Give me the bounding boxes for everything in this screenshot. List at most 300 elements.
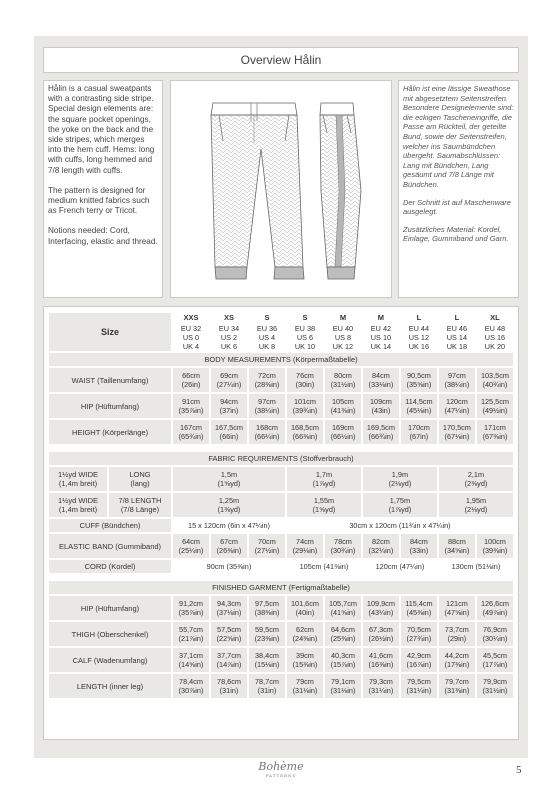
cell-line: (30in) bbox=[295, 380, 315, 389]
cell-line: 1,95m bbox=[465, 496, 487, 505]
cell-line: UK 18 bbox=[446, 342, 468, 351]
cell-line: EU 32 bbox=[180, 324, 202, 333]
cell-line: (22⅝in) bbox=[216, 634, 242, 643]
cell-line: (17⅞in) bbox=[482, 660, 508, 669]
cell-line: US 8 bbox=[334, 333, 352, 342]
measurement-cell bbox=[325, 394, 361, 418]
measurement-cell bbox=[287, 596, 323, 620]
cell-line: US 16 bbox=[484, 333, 506, 342]
measurement-cell bbox=[249, 368, 285, 392]
cell-line: (38¼in) bbox=[254, 406, 280, 415]
cell-line: (35⅞in) bbox=[178, 406, 204, 415]
cell-line: (37⅛in) bbox=[216, 608, 242, 617]
spacer bbox=[49, 446, 513, 450]
elastic-value bbox=[211, 534, 247, 558]
cell-line: 170cm bbox=[407, 423, 430, 432]
cell-line: (49⅞in) bbox=[482, 608, 508, 617]
measurement-row bbox=[49, 622, 513, 646]
cell-line: 76cm bbox=[296, 371, 314, 380]
cell-line: 1,9m bbox=[391, 470, 409, 479]
size-codes bbox=[477, 324, 513, 351]
cell-line: 1,5m bbox=[220, 470, 238, 479]
cell-line: 67cm bbox=[220, 537, 238, 546]
cell-line: US 6 bbox=[296, 333, 314, 342]
cell-line: (30⅞in) bbox=[178, 686, 204, 695]
size-codes bbox=[439, 324, 475, 351]
measurement-cell bbox=[211, 596, 247, 620]
cell-line: 94cm bbox=[220, 397, 238, 406]
cell-line: 72cm bbox=[258, 371, 276, 380]
cell-line: (25¼in) bbox=[178, 546, 204, 555]
cord-value: 90cm (35⅜in) bbox=[173, 560, 285, 573]
cell-line: (29⅛in) bbox=[292, 546, 318, 555]
garment-illustration bbox=[170, 80, 392, 298]
elastic-label: ELASTIC BAND (Gummiband) bbox=[49, 534, 171, 558]
description-en-paragraph: The pattern is designed for medium knitted fabrics such as French terry or Tricot. bbox=[48, 185, 150, 216]
measurement-cell bbox=[173, 394, 209, 418]
cell-line: 64cm bbox=[182, 537, 200, 546]
cell-line: (47¼in) bbox=[444, 406, 470, 415]
measurement-cell bbox=[211, 368, 247, 392]
cell-line: (25⅜in) bbox=[330, 634, 356, 643]
cell-line: 66cm bbox=[182, 371, 200, 380]
cell-line: EU 42 bbox=[370, 324, 392, 333]
elastic-value bbox=[401, 534, 437, 558]
cell-line: (38¼in) bbox=[444, 380, 470, 389]
cell-line: (30¼in) bbox=[482, 634, 508, 643]
measurement-cell bbox=[477, 674, 513, 698]
cell-line: 80cm bbox=[334, 371, 352, 380]
cell-line: 7/8 LENGTH bbox=[118, 496, 162, 505]
cell-line: (33⅛in) bbox=[368, 380, 394, 389]
description-de-paragraph: Hålin ist eine lässige Sweathose mit abgesetztem Seitenstreifen. Besondere Designelemente sind: die eckigen Tascheneingriffe, die Passe am Rückteil, der geteilte Bund, sowie der Seitenstreifen, welcher ins Saumbündchen übergeht. Saumabschlüssen: Lang mit Bündchen, Lang gesäumt und 7/8 Länge mit Bündchen. bbox=[403, 84, 514, 189]
cell-line: (38⅜in) bbox=[254, 608, 280, 617]
size-name: L bbox=[401, 313, 437, 322]
cell-line: EU 36 bbox=[256, 324, 278, 333]
cell-line: (41⅝in) bbox=[330, 608, 356, 617]
measurement-cell bbox=[325, 674, 361, 698]
cell-line: 167,5cm bbox=[214, 423, 243, 432]
fabric-value bbox=[287, 493, 361, 517]
cell-line: 114,5cm bbox=[405, 397, 433, 406]
size-codes bbox=[363, 324, 399, 351]
cell-line: 55,7cm bbox=[179, 625, 203, 634]
cell-line: 91,2cm bbox=[179, 599, 203, 608]
fabric-value bbox=[363, 467, 437, 491]
measurement-cell bbox=[401, 622, 437, 646]
cell-line: 105cm bbox=[331, 397, 354, 406]
cell-line: (16⅞in) bbox=[406, 660, 432, 669]
measurement-cell bbox=[173, 368, 209, 392]
cell-line: 169,5cm bbox=[366, 423, 395, 432]
cell-line: EU 34 bbox=[218, 324, 240, 333]
cell-line: 2,1m bbox=[467, 470, 485, 479]
cell-line: 45,5cm bbox=[482, 651, 507, 660]
section-title: BODY MEASUREMENTS (Körpermaßtabelle) bbox=[49, 353, 513, 366]
size-table bbox=[47, 311, 515, 700]
description-de-paragraph: Zusätzliches Material: Kordel, Einlage, Gummiband und Garn. bbox=[403, 224, 509, 244]
cell-line: 78cm bbox=[334, 537, 352, 546]
cell-line: UK 10 bbox=[294, 342, 316, 351]
cell-line: 97,5cm bbox=[255, 599, 279, 608]
cell-line: (2⅛yd) bbox=[464, 505, 488, 514]
cell-line: 1½yd WIDE bbox=[57, 470, 98, 479]
measurement-cell bbox=[173, 674, 209, 698]
measurement-cell bbox=[439, 394, 475, 418]
measurement-cell bbox=[173, 596, 209, 620]
cell-line: (24⅜in) bbox=[292, 634, 318, 643]
cell-line: 79,1cm bbox=[330, 677, 355, 686]
cell-line: UK 20 bbox=[484, 342, 506, 351]
cell-line: 115,4cm bbox=[405, 599, 433, 608]
cell-line: (31½in) bbox=[482, 686, 508, 695]
measurement-cell bbox=[477, 420, 513, 444]
measurement-cell bbox=[363, 368, 399, 392]
cell-line: (49½in) bbox=[482, 406, 508, 415]
description-english bbox=[43, 80, 163, 298]
description-de-paragraph: Der Schnitt ist auf Maschenware ausgelegt. bbox=[403, 197, 511, 217]
cell-line: UK 8 bbox=[258, 342, 276, 351]
cell-line: (1⅝yd) bbox=[217, 479, 241, 488]
measurement-cell bbox=[249, 622, 285, 646]
cell-line: (23⅜in) bbox=[254, 634, 280, 643]
elastic-row bbox=[49, 534, 513, 558]
cell-line: 57,5cm bbox=[217, 625, 241, 634]
fabric-width-label bbox=[49, 467, 107, 491]
cell-line: 40,3cm bbox=[330, 651, 355, 660]
elastic-value bbox=[287, 534, 323, 558]
cell-line: (1⅝yd) bbox=[312, 505, 336, 514]
cell-line: (27¼in) bbox=[216, 380, 242, 389]
cell-line: (7/8 Länge) bbox=[120, 505, 160, 514]
cell-line: (37in) bbox=[219, 406, 239, 415]
cell-line: 91cm bbox=[182, 397, 200, 406]
measurement-cell bbox=[325, 648, 361, 672]
cell-line: UK 14 bbox=[370, 342, 392, 351]
cord-value: 120cm (47¼in) bbox=[363, 560, 437, 573]
fabric-value bbox=[173, 467, 285, 491]
cell-line: (47⅝in) bbox=[444, 608, 470, 617]
measurement-cell bbox=[439, 622, 475, 646]
cell-line: US 4 bbox=[258, 333, 276, 342]
cell-line: (lang) bbox=[130, 479, 150, 488]
cell-line: (31in) bbox=[219, 686, 239, 695]
cell-line: 97cm bbox=[447, 371, 466, 380]
cell-line: 64,6cm bbox=[330, 625, 355, 634]
cell-line: 126,6cm bbox=[480, 599, 509, 608]
brand-logo bbox=[256, 760, 306, 784]
fabric-value bbox=[287, 467, 361, 491]
measurement-row bbox=[49, 420, 513, 444]
cell-line: 168,5cm bbox=[290, 423, 319, 432]
section-row bbox=[49, 581, 513, 594]
cell-line: (1,4m breit) bbox=[58, 479, 98, 488]
cord-row bbox=[49, 560, 513, 573]
cell-line: (15⅜in) bbox=[292, 660, 318, 669]
cuff-row bbox=[49, 519, 513, 532]
elastic-value bbox=[439, 534, 475, 558]
measurement-cell bbox=[287, 622, 323, 646]
size-name: M bbox=[325, 313, 361, 322]
measurement-cell bbox=[211, 420, 247, 444]
measurement-cell bbox=[249, 674, 285, 698]
measurement-cell bbox=[287, 674, 323, 698]
cell-line: (1⅜yd) bbox=[217, 505, 241, 514]
measurement-cell bbox=[401, 420, 437, 444]
elastic-value bbox=[477, 534, 513, 558]
cord-label: CORD (Kordel) bbox=[49, 560, 171, 573]
size-name-row bbox=[49, 313, 513, 322]
page-number: 5 bbox=[516, 764, 522, 776]
cell-line: 1½yd WIDE bbox=[57, 496, 98, 505]
cell-line: US 14 bbox=[446, 333, 468, 342]
cell-line: 44,2cm bbox=[444, 651, 469, 660]
size-table-body bbox=[49, 313, 513, 698]
cell-line: (34⅝in) bbox=[444, 546, 470, 555]
cell-line: 120cm bbox=[445, 397, 468, 406]
measurement-cell bbox=[477, 368, 513, 392]
cell-line: (65¾in) bbox=[178, 432, 204, 441]
cell-line: (31⅛in) bbox=[292, 686, 318, 695]
elastic-value bbox=[249, 534, 285, 558]
cell-line: 125,5cm bbox=[480, 397, 509, 406]
cell-line: EU 48 bbox=[484, 324, 506, 333]
logo-text: Bohème bbox=[258, 760, 304, 773]
measurement-row bbox=[49, 394, 513, 418]
cell-line: 79,5cm bbox=[406, 677, 431, 686]
cell-line: (43¼in) bbox=[368, 608, 394, 617]
cell-line: 167cm bbox=[180, 423, 202, 432]
cell-line: (1⅞yd) bbox=[312, 479, 336, 488]
cell-line: (26⅜in) bbox=[216, 546, 242, 555]
cell-line: 90,5cm bbox=[406, 371, 431, 380]
size-codes bbox=[211, 324, 247, 351]
cell-line: 101cm bbox=[294, 397, 316, 406]
cell-line: EU 40 bbox=[332, 324, 354, 333]
cell-line: 170,5cm bbox=[442, 423, 471, 432]
cell-line: 69cm bbox=[220, 371, 238, 380]
cell-line: 88cm bbox=[447, 537, 466, 546]
cell-line: 67,3cm bbox=[368, 625, 393, 634]
measurement-cell bbox=[401, 596, 437, 620]
cell-line: (45⅜in) bbox=[406, 608, 432, 617]
cell-line: 78,7cm bbox=[255, 677, 279, 686]
measurement-cell bbox=[287, 648, 323, 672]
measurement-cell bbox=[249, 596, 285, 620]
cell-line: 79cm bbox=[296, 677, 314, 686]
section-row bbox=[49, 452, 513, 465]
spacer-row bbox=[49, 575, 513, 579]
cell-line: EU 46 bbox=[446, 324, 468, 333]
cell-line: 171cm bbox=[483, 423, 506, 432]
spacer bbox=[49, 575, 513, 579]
cell-line: 94,3cm bbox=[217, 599, 241, 608]
row-label: HEIGHT (Körperlänge) bbox=[49, 420, 171, 444]
cell-line: 1,75m bbox=[389, 496, 411, 505]
fabric-width-label bbox=[49, 493, 107, 517]
cell-line: (29in) bbox=[447, 634, 467, 643]
cell-line: UK 12 bbox=[332, 342, 354, 351]
cell-line: (28⅜in) bbox=[254, 380, 280, 389]
measurement-cell bbox=[363, 394, 399, 418]
cell-line: (40¾in) bbox=[482, 380, 508, 389]
measurement-cell bbox=[173, 648, 209, 672]
measurement-cell bbox=[325, 368, 361, 392]
size-codes bbox=[287, 324, 323, 351]
measurement-cell bbox=[249, 394, 285, 418]
measurement-cell bbox=[439, 648, 475, 672]
cell-line: UK 6 bbox=[220, 342, 238, 351]
measurement-cell bbox=[477, 648, 513, 672]
cell-line: (14⅞in) bbox=[216, 660, 242, 669]
measurement-cell bbox=[401, 394, 437, 418]
size-header: Size bbox=[49, 313, 171, 351]
measurement-cell bbox=[363, 648, 399, 672]
cell-line: 74cm bbox=[296, 537, 314, 546]
cell-line: EU 38 bbox=[294, 324, 316, 333]
measurement-cell bbox=[287, 420, 323, 444]
measurement-cell bbox=[401, 674, 437, 698]
cell-line: 100cm bbox=[483, 537, 506, 546]
cell-line: (31⅜in) bbox=[444, 686, 470, 695]
measurement-row bbox=[49, 368, 513, 392]
cell-line: 97cm bbox=[258, 397, 276, 406]
size-codes bbox=[325, 324, 361, 351]
measurement-cell bbox=[477, 596, 513, 620]
logo-subtext: PATTERNS bbox=[265, 773, 297, 778]
measurement-cell bbox=[363, 674, 399, 698]
fabric-value bbox=[363, 493, 437, 517]
cell-line: (31⅛in) bbox=[330, 686, 356, 695]
cell-line: US 0 bbox=[182, 333, 200, 342]
measurement-cell bbox=[325, 420, 361, 444]
cell-line: (16⅜in) bbox=[368, 660, 394, 669]
section-title: FABRIC REQUIREMENTS (Stoffverbrauch) bbox=[49, 452, 513, 465]
size-chart bbox=[43, 306, 519, 740]
measurement-cell bbox=[439, 674, 475, 698]
cell-line: 1,25m bbox=[218, 496, 240, 505]
cell-line: 70cm bbox=[258, 537, 276, 546]
cell-line: (67⅛in) bbox=[444, 432, 470, 441]
cell-line: UK 4 bbox=[182, 342, 200, 351]
measurement-cell bbox=[287, 394, 323, 418]
fabric-row bbox=[49, 493, 513, 517]
cell-line: (15⅛in) bbox=[254, 660, 280, 669]
size-name: XXS bbox=[173, 313, 209, 322]
measurement-cell bbox=[401, 648, 437, 672]
cell-line: (43in) bbox=[371, 406, 391, 415]
description-german bbox=[398, 80, 519, 298]
cell-line: 84cm bbox=[409, 537, 428, 546]
elastic-value bbox=[173, 534, 209, 558]
row-label: HIP (Hüftumfang) bbox=[49, 596, 171, 620]
cell-line: (66in) bbox=[219, 432, 239, 441]
cell-line: (31½in) bbox=[330, 380, 356, 389]
cell-line: 37,7cm bbox=[217, 651, 241, 660]
cell-line: (66¼in) bbox=[254, 432, 280, 441]
cell-line: (15⅞in) bbox=[330, 660, 356, 669]
measurement-cell bbox=[363, 596, 399, 620]
cell-line: 78,6cm bbox=[217, 677, 241, 686]
measurement-cell bbox=[363, 420, 399, 444]
cord-value: 105cm (41⅜in) bbox=[287, 560, 361, 573]
cell-line: (26½in) bbox=[368, 634, 394, 643]
cell-line: 62cm bbox=[296, 625, 314, 634]
row-label: CALF (Wadenumfang) bbox=[49, 648, 171, 672]
cell-line: (66¾in) bbox=[368, 432, 394, 441]
cell-line: US 12 bbox=[408, 333, 430, 342]
measurement-cell bbox=[401, 368, 437, 392]
fabric-length-label bbox=[109, 467, 171, 491]
measurement-cell bbox=[439, 420, 475, 444]
measurement-cell bbox=[249, 648, 285, 672]
measurement-cell bbox=[173, 420, 209, 444]
cell-line: (32¼in) bbox=[368, 546, 394, 555]
cell-line: (14⅝in) bbox=[178, 660, 204, 669]
measurement-cell bbox=[211, 622, 247, 646]
fabric-value bbox=[439, 467, 513, 491]
cell-line: 79,3cm bbox=[368, 677, 393, 686]
size-codes bbox=[173, 324, 209, 351]
cuff-value: 15 x 120cm (6in x 47¼in) bbox=[173, 519, 285, 532]
measurement-cell bbox=[249, 420, 285, 444]
description-en-paragraph: Hålin is a casual sweatpants with a contrasting side stripe. Special design elements are: the square pocket openings, the yoke on the back and the side stripes, which merges into the hem cuff. Hems: long with cuffs, long hemmed and 7/8 length with cuffs. bbox=[48, 84, 155, 175]
spacer-row bbox=[49, 446, 513, 450]
cell-line: (17⅜in) bbox=[444, 660, 470, 669]
cord-value: 130cm (51⅛in) bbox=[439, 560, 513, 573]
cell-line: 109cm bbox=[369, 397, 392, 406]
cell-line: (21⅞in) bbox=[178, 634, 204, 643]
cell-line: (30¾in) bbox=[330, 546, 356, 555]
cell-line: (33in) bbox=[409, 546, 429, 555]
cell-line: 59,5cm bbox=[255, 625, 279, 634]
elastic-value bbox=[325, 534, 361, 558]
cuff-label: CUFF (Bündchen) bbox=[49, 519, 171, 532]
cell-line: (27½in) bbox=[254, 546, 280, 555]
side-view-pants bbox=[320, 103, 361, 279]
cell-line: 76,9cm bbox=[482, 625, 507, 634]
cell-line: 39cm bbox=[296, 651, 314, 660]
cell-line: (67in) bbox=[409, 432, 429, 441]
cell-line: (66⅜in) bbox=[292, 432, 318, 441]
fabric-row bbox=[49, 467, 513, 491]
cell-line: (45⅛in) bbox=[406, 406, 432, 415]
size-codes bbox=[249, 324, 285, 351]
measurement-cell bbox=[477, 394, 513, 418]
fabric-value bbox=[439, 493, 513, 517]
fabric-length-label bbox=[109, 493, 171, 517]
cell-line: (40in) bbox=[295, 608, 315, 617]
row-label: LENGTH (inner leg) bbox=[49, 674, 171, 698]
row-label: WAIST (Taillenumfang) bbox=[49, 368, 171, 392]
measurement-row bbox=[49, 596, 513, 620]
measurement-cell bbox=[211, 674, 247, 698]
measurement-cell bbox=[363, 622, 399, 646]
measurement-row bbox=[49, 648, 513, 672]
cell-line: (31¼in) bbox=[406, 686, 432, 695]
cell-line: (67⅜in) bbox=[482, 432, 508, 441]
measurement-cell bbox=[439, 596, 475, 620]
measurement-cell bbox=[325, 596, 361, 620]
elastic-value bbox=[363, 534, 399, 558]
cell-line: (35⅝in) bbox=[406, 380, 432, 389]
cell-line: 84cm bbox=[372, 371, 390, 380]
cell-line: (66½in) bbox=[330, 432, 356, 441]
cell-line: 70,5cm bbox=[406, 625, 431, 634]
size-name: M bbox=[363, 313, 399, 322]
size-codes bbox=[401, 324, 437, 351]
cell-line: LONG bbox=[129, 470, 151, 479]
